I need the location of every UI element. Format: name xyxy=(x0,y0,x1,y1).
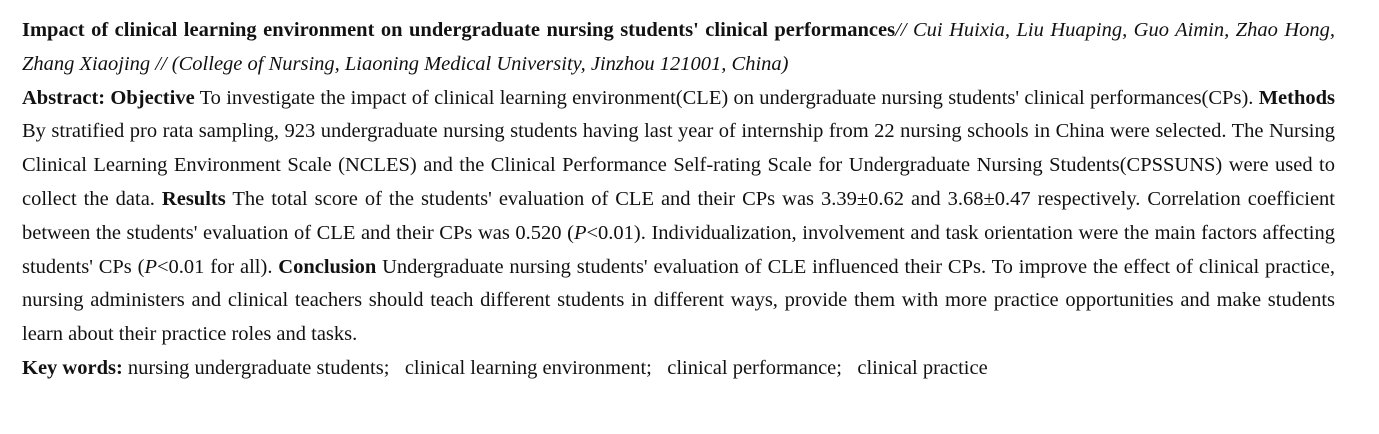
conclusion-text: Undergraduate nursing students' evaluation of CLE influenced their CPs. To improve the effect of clinical practice, nursing administers and clinical teachers should teach different students in different ways, provide them with more practice opportunities and make students learn about their practice roles and tasks. xyxy=(22,255,1335,346)
author-affiliation-separator: // xyxy=(150,52,172,75)
abstract xyxy=(22,82,1335,352)
keywords-label: Key words: xyxy=(22,356,123,379)
methods-label: Methods xyxy=(1258,86,1335,109)
conclusion-label: Conclusion xyxy=(278,255,377,278)
abstract-label: Abstract: xyxy=(22,86,106,109)
results-text-2: <0.01). Individualization, involvement and task orientation were the main factors affecting students' CPs ( xyxy=(22,221,1335,278)
results-text-3: <0.01 for all). xyxy=(156,255,273,278)
keyword-separator: ; xyxy=(836,356,858,379)
results-label: Results xyxy=(161,187,226,210)
objective-text: To investigate the impact of clinical learning environment(CLE) on undergraduate nursing students' clinical performances(CPs). xyxy=(194,86,1254,109)
p-symbol-2: P xyxy=(144,255,157,278)
keyword-item: clinical learning environment xyxy=(404,356,647,379)
keyword-separator: ; xyxy=(383,356,405,379)
article-title: Impact of clinical learning environment on undergraduate nursing students' clinical performances xyxy=(22,19,896,41)
results-text-1: The total score of the students' evaluation of CLE and their CPs was 3.39±0.62 and 3.68±0.47 respectively. Correlation coefficient between the students' evaluation of CLE and their CPs was 0.520 ( xyxy=(22,187,1335,244)
title-author-separator: // xyxy=(895,19,913,41)
objective-label: Objective xyxy=(110,86,195,109)
keywords xyxy=(22,352,1335,386)
keyword-item: clinical performance xyxy=(667,356,837,379)
keyword-item: nursing undergraduate students xyxy=(127,356,384,379)
keyword-item: clinical practice xyxy=(857,356,988,379)
p-symbol-1: P xyxy=(573,221,587,244)
citation-header xyxy=(22,14,1335,82)
affiliation: (College of Nursing, Liaoning Medical University, Jinzhou 121001, China) xyxy=(171,52,789,75)
keyword-separator: ; xyxy=(646,356,668,379)
methods-text: By stratified pro rata sampling, 923 undergraduate nursing students having last year of internship from 22 nursing schools in China were selected. The Nursing Clinical Learning Environment Scale (NCLES) and the Clinical Performance Self-rating Scale for Undergraduate Nursing Students(CPSSUNS) were used to collect the data. xyxy=(22,120,1335,210)
author-list: Cui Huixia, Liu Huaping, Guo Aimin, Zhao Hong, Zhang Xiaojing xyxy=(22,19,1335,75)
